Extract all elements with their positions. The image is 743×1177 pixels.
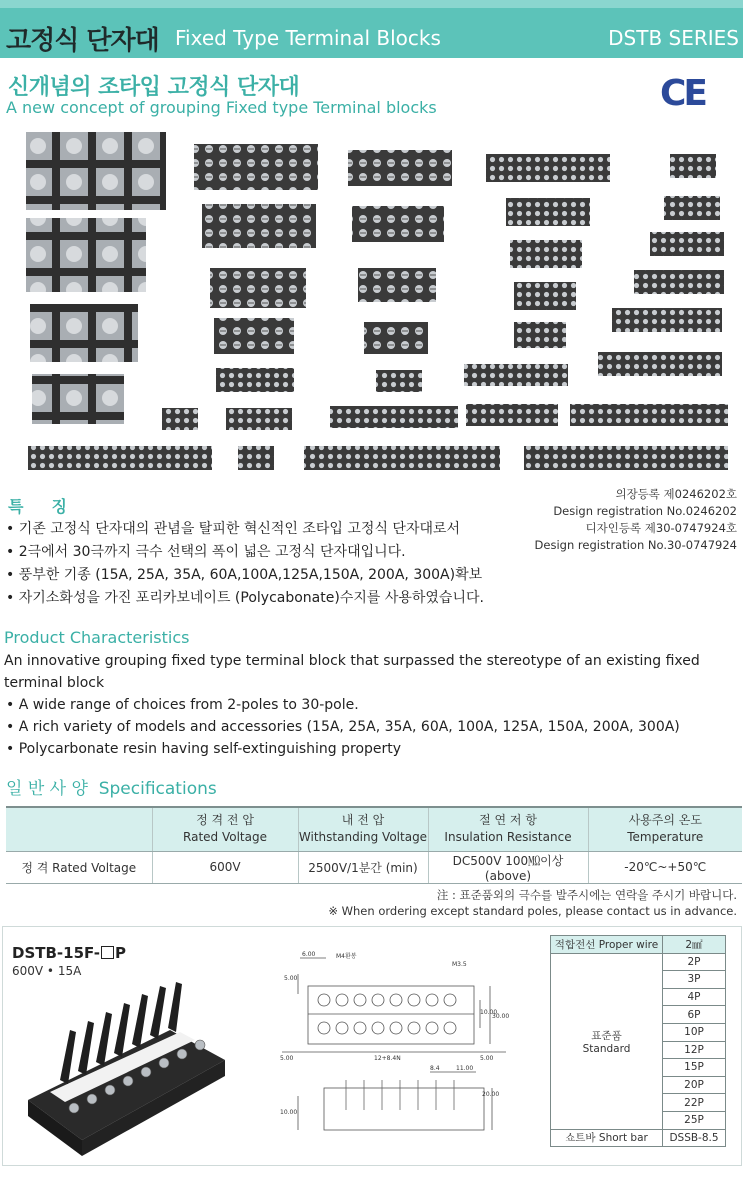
subtitle-ko: 신개념의 조타입 고정식 단자대: [8, 75, 300, 100]
drawing-label: 5.00: [284, 975, 298, 982]
pole-cell: 2P: [663, 953, 726, 971]
terminal-block-photo: [20, 980, 230, 1158]
drawing-label: 20.00: [482, 1091, 500, 1098]
product-characteristics-title: Product Characteristics: [4, 628, 190, 647]
feature-item: • 2극에서 30극까지 극수 선택의 폭이 넓은 고정식 단자대입니다.: [6, 541, 484, 564]
drawing-label: 10.00: [480, 1009, 498, 1016]
spec-header-cell: 절 연 저 항 Insulation Resistance: [428, 807, 588, 851]
design-reg-line: 의장등록 제0246202호: [615, 487, 737, 501]
model-rating: 600V • 15A: [12, 964, 82, 978]
drawing-label: 10.00: [280, 1109, 298, 1116]
design-registration: [535, 486, 737, 554]
drawing-label: M4환봉: [336, 953, 357, 960]
characteristic-item: • A wide range of choices from 2-poles to 30-pole.: [6, 694, 680, 716]
order-note-en: ※ When ordering except standard poles, please contact us in advance.: [328, 904, 737, 918]
drawing-label: 6.00: [302, 951, 316, 958]
spec-title-ko: 일 반 사 양: [6, 779, 88, 799]
pole-cell: 10P: [663, 1023, 726, 1041]
spec-title-en: Specifications: [98, 779, 217, 799]
characteristic-item: • Polycarbonate resin having self-extinguishing property: [6, 738, 680, 760]
short-bar-value: DSSB-8.5: [663, 1129, 726, 1147]
header-title-ko: 고정식 단자대: [6, 26, 159, 56]
drawing-label: 12+8.4N: [374, 1055, 401, 1062]
spec-cell: DC500V 100㏁이상 (above): [428, 851, 588, 883]
design-reg-line: 디자인등록 제30-0747924호: [585, 521, 737, 535]
spec-header-row: [6, 807, 742, 851]
feature-item: • 풍부한 기종 (15A, 25A, 35A, 60A,100A,125A,150A, 200A, 300A)확보: [6, 564, 484, 587]
wire-table: [550, 935, 726, 1147]
spec-header-cell: 내 전 압 Withstanding Voltage: [298, 807, 428, 851]
header-series: DSTB SERIES: [608, 26, 739, 50]
order-note-ko: 注 : 표준품외의 극수를 발주시에는 연락을 주시기 바랍니다.: [436, 888, 737, 902]
product-characteristics-list: [6, 694, 680, 760]
wire-header-label: 적합전선 Proper wire: [551, 936, 663, 954]
feature-item: • 자기소화성을 가진 포리카보네이트 (Polycabonate)수지를 사용하였습니다.: [6, 587, 484, 610]
pole-cell: 4P: [663, 988, 726, 1006]
features-list: [6, 518, 484, 610]
spec-cell: -20℃~+50℃: [588, 851, 742, 883]
pole-cell: 15P: [663, 1059, 726, 1077]
spec-cell: 정 격 Rated Voltage: [6, 851, 152, 883]
standard-label: 표준품 Standard: [551, 953, 663, 1129]
design-reg-line: Design registration No.30-0747924: [534, 538, 737, 552]
drawing-label: 5.00: [280, 1055, 294, 1062]
model-name: DSTB-15F- P: [12, 944, 127, 962]
specifications-table: [6, 806, 742, 884]
pole-cell: 25P: [663, 1111, 726, 1129]
drawing-label: 11.00: [456, 1065, 474, 1072]
specifications-title: [6, 774, 217, 799]
pole-cell: 22P: [663, 1094, 726, 1112]
characteristic-item: • A rich variety of models and accessories (15A, 25A, 35A, 60A, 100A, 125A, 150A, 200A, 300A): [6, 716, 680, 738]
wire-header-row: [551, 936, 726, 954]
wire-row: [551, 953, 726, 971]
feature-item: • 기존 고정식 단자대의 관념을 탈피한 혁신적인 조타입 고정식 단자대로서: [6, 518, 484, 541]
drawing-label: 30.00: [492, 1013, 510, 1020]
drawing-label: 5.00: [480, 1055, 494, 1062]
ce-mark-logo: CE: [660, 73, 706, 114]
spec-cell: 2500V/1분간 (min): [298, 851, 428, 883]
pole-count-box: [101, 946, 114, 959]
spec-cell: 600V: [152, 851, 298, 883]
features-title: 특징: [8, 497, 95, 516]
subtitle-en: A new concept of grouping Fixed type Terminal blocks: [6, 98, 437, 117]
header-title-en: Fixed Type Terminal Blocks: [175, 26, 441, 50]
pole-cell: 12P: [663, 1041, 726, 1059]
product-collage-image: [20, 128, 734, 478]
wire-header-value: 2㎟: [663, 936, 726, 954]
short-bar-label: 쇼트바 Short bar: [551, 1129, 663, 1147]
spec-header-cell: 사용주의 온도 Temperature: [588, 807, 742, 851]
short-bar-row: [551, 1129, 726, 1147]
spec-data-row: [6, 851, 742, 883]
dimension-drawing: [280, 948, 516, 1138]
product-characteristics-body: An innovative grouping fixed type terminal block that surpassed the stereotype of an existing fixed terminal block: [4, 653, 700, 691]
spec-header-cell: [6, 807, 152, 851]
pole-cell: 3P: [663, 971, 726, 989]
page-header: [0, 0, 743, 58]
design-reg-line: Design registration No.0246202: [553, 504, 737, 518]
spec-header-cell: 정 격 전 압 Rated Voltage: [152, 807, 298, 851]
pole-cell: 6P: [663, 1006, 726, 1024]
pole-cell: 20P: [663, 1076, 726, 1094]
drawing-label: M3.5: [452, 961, 467, 968]
drawing-label: 8.4: [430, 1065, 440, 1072]
